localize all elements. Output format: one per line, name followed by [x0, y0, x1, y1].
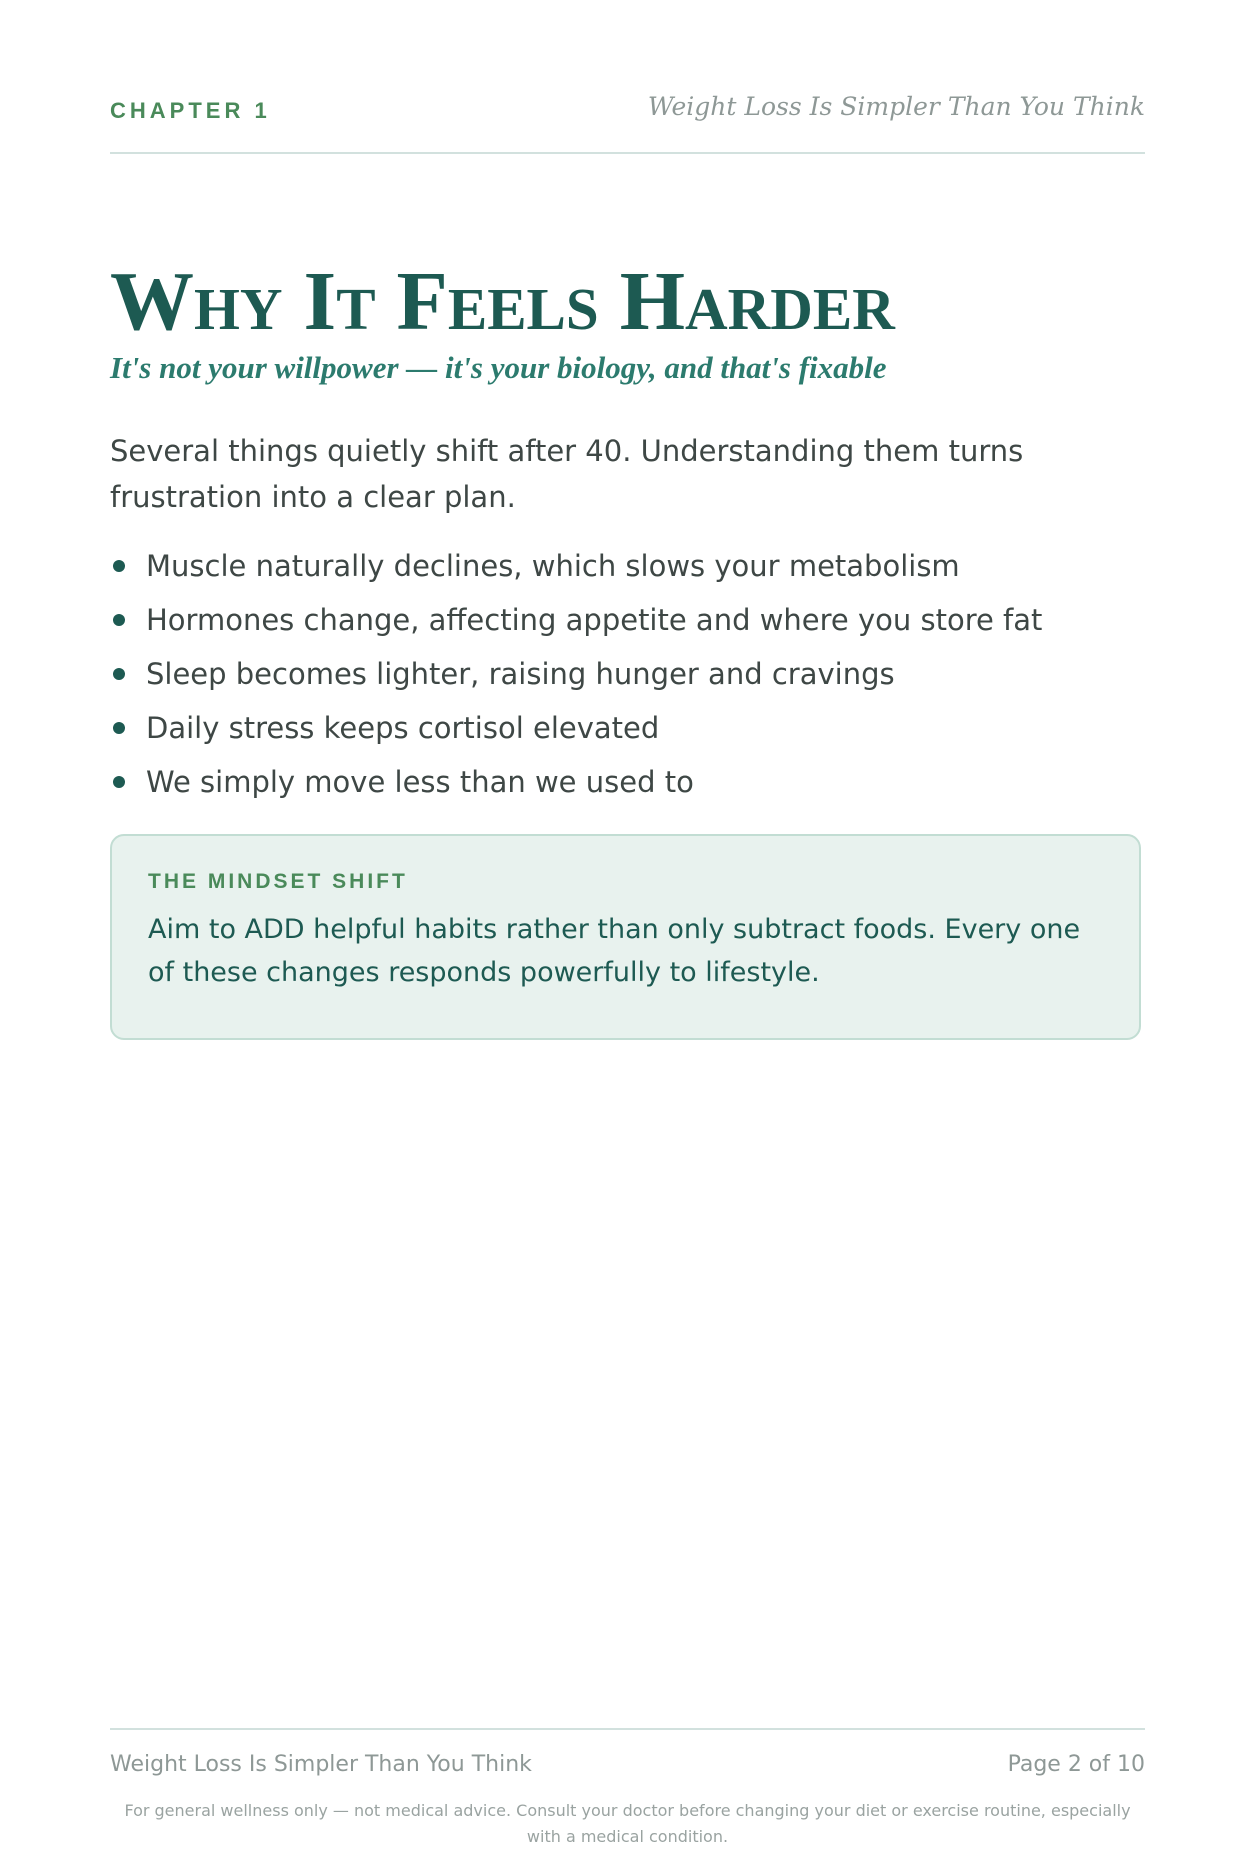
- footer-title: Weight Loss Is Simpler Than You Think: [110, 1752, 532, 1777]
- list-item-text: Hormones change, affecting appetite and where you store fat: [146, 603, 1043, 637]
- list-item-text: Muscle naturally declines, which slows your metabolism: [146, 549, 960, 583]
- bullet-icon: [113, 560, 125, 572]
- list-item: [110, 760, 1150, 814]
- list-item: [110, 598, 1150, 652]
- bullet-icon: [113, 668, 125, 680]
- list-item: [110, 706, 1150, 760]
- list-item: [110, 652, 1150, 706]
- page-number: Page 2 of 10: [1007, 1752, 1145, 1777]
- callout-label: THE MINDSET SHIFT: [148, 870, 408, 893]
- page-header: [110, 92, 1145, 154]
- intro-paragraph: Several things quietly shift after 40. Understanding them turns frustration into a clear plan.: [110, 434, 1024, 514]
- running-title: Weight Loss Is Simpler Than You Think: [647, 92, 1145, 121]
- mindset-callout: [110, 834, 1141, 1040]
- bullet-icon: [113, 722, 125, 734]
- page-footer: [110, 1728, 1145, 1846]
- disclaimer: For general wellness only — not medical advice. Consult your doctor before changing your diet or exercise routine, especially with a medical condition.: [124, 1801, 1131, 1846]
- bullet-icon: [113, 776, 125, 788]
- callout-text: Aim to ADD helpful habits rather than only subtract foods. Every one of these changes responds powerfully to lifestyle.: [148, 914, 1081, 988]
- chapter-label: CHAPTER 1: [110, 98, 271, 123]
- page-title: Why It Feels Harder: [110, 255, 895, 348]
- list-item-text: Sleep becomes lighter, raising hunger and cravings: [146, 657, 895, 691]
- list-item-text: Daily stress keeps cortisol elevated: [146, 711, 660, 745]
- list-item: [110, 544, 1150, 598]
- list-item-text: We simply move less than we used to: [146, 765, 694, 799]
- bullet-list: [110, 544, 1150, 814]
- bullet-icon: [113, 614, 125, 626]
- page-subtitle: It's not your willpower — it's your biology, and that's fixable: [110, 350, 887, 385]
